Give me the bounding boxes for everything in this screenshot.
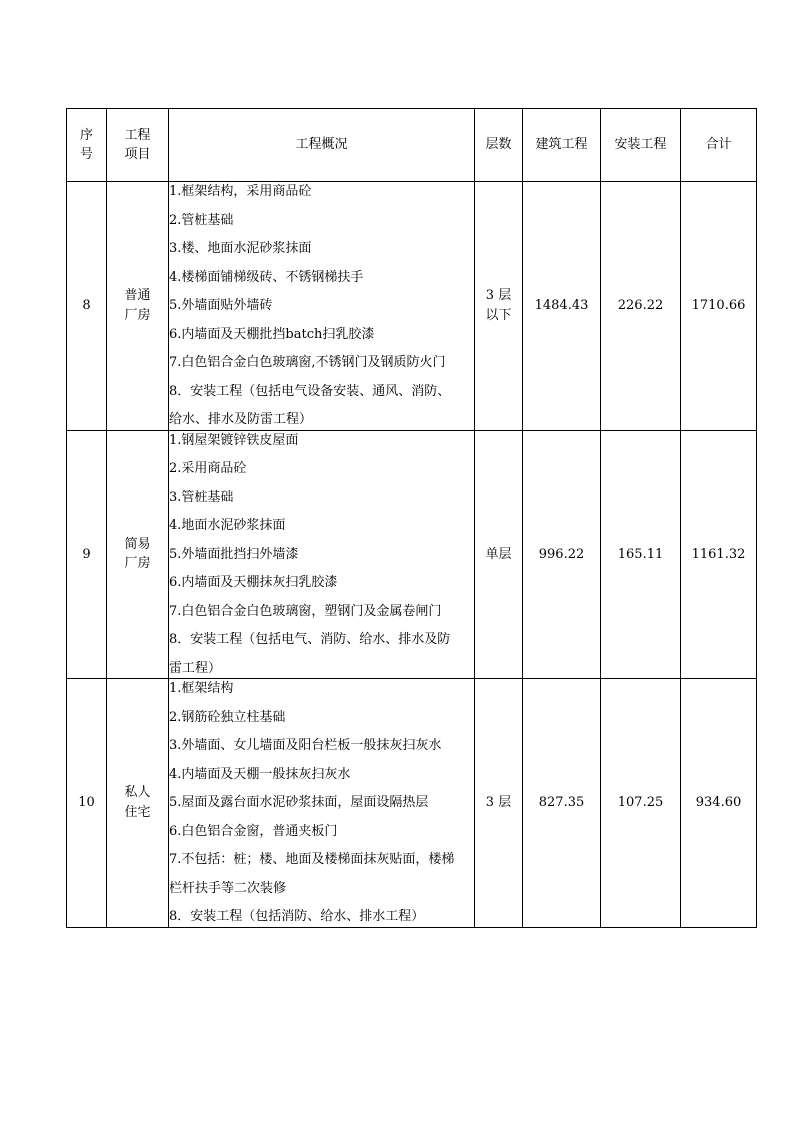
cell-seq: 8	[67, 182, 107, 431]
cell-project	[107, 430, 169, 679]
description-line: 4.地面水泥砂浆抹面	[169, 518, 286, 533]
description-line: 2.钢筋砼独立柱基础	[169, 709, 286, 725]
description-line: 5.外墙面批挡扫外墙漆	[169, 546, 299, 562]
cell-floors-line1: 3 层	[485, 795, 512, 810]
cell-installation-work: 165.11	[601, 430, 681, 679]
cell-installation-work: 226.22	[601, 182, 681, 431]
cell-building-work: 827.35	[523, 679, 601, 928]
engineering-cost-table	[66, 108, 757, 928]
description-line: 6.内墙面及天棚批挡batch扫乳胶漆	[169, 326, 375, 342]
cell-seq: 9	[67, 430, 107, 679]
description-line: 4.内墙面及天棚一般抹灰扫灰水	[169, 766, 351, 782]
header-project-line2: 项目	[124, 147, 151, 162]
header-cell-project	[107, 109, 169, 182]
cell-floors-line1: 单层	[485, 546, 512, 562]
header-seq-line2: 号	[79, 147, 93, 162]
header-cell-installation-work: 安装工程	[601, 109, 681, 182]
description-line: 3.管桩基础	[169, 489, 234, 505]
cell-total: 934.60	[681, 679, 757, 928]
description-line: 7.白色铝合金白色玻璃窗,不锈钢门及钢质防火门	[169, 355, 446, 370]
header-cell-description: 工程概况	[169, 109, 475, 182]
cell-total: 1710.66	[681, 182, 757, 431]
cell-project	[107, 182, 169, 431]
description-line: 3.外墙面、女儿墙面及阳台栏板一般抹灰扫灰水	[169, 738, 442, 753]
description-line: 4.楼梯面铺梯级砖、不锈钢梯扶手	[169, 269, 364, 285]
cell-installation-work: 107.25	[601, 679, 681, 928]
description-line: 1.框架结构	[169, 681, 234, 696]
description-line: 7.不包括：桩；楼、地面及楼梯面抹灰贴面，楼梯	[169, 852, 455, 867]
description-line: 6.内墙面及天棚抹灰扫乳胶漆	[169, 575, 338, 590]
description-line: 7.白色铝合金白色玻璃窗，塑钢门及金属卷闸门	[169, 603, 442, 619]
cell-floors	[475, 430, 523, 679]
description-line: 8．安装工程（包括电气、消防、给水、排水及防	[169, 632, 451, 647]
table-row	[67, 679, 757, 928]
cell-total: 1161.32	[681, 430, 757, 679]
description-line: 栏杆扶手等二次装修	[169, 880, 287, 896]
table-row	[67, 430, 757, 679]
description-line: 雷工程）	[169, 660, 222, 676]
cell-floors	[475, 182, 523, 431]
cell-project-line2: 住宅	[124, 804, 151, 820]
cell-building-work: 1484.43	[523, 182, 601, 431]
cell-project-line1: 私人	[124, 785, 151, 801]
header-cell-building-work: 建筑工程	[523, 109, 601, 182]
header-cell-floors: 层数	[475, 109, 523, 182]
cell-project-line2: 厂房	[124, 556, 151, 572]
description-line: 5.屋面及露台面水泥砂浆抹面，屋面设隔热层	[169, 795, 429, 810]
header-cell-total: 合计	[681, 109, 757, 182]
description-line: 1.框架结构，采用商品砼	[169, 184, 312, 199]
cell-description	[169, 679, 475, 928]
table-row	[67, 182, 757, 431]
cell-project-line1: 简易	[124, 536, 151, 552]
description-line: 3.楼、地面水泥砂浆抹面	[169, 241, 312, 256]
cell-description	[169, 182, 475, 431]
cell-floors-line2: 以下	[485, 307, 512, 323]
engineering-cost-table-container	[66, 108, 746, 928]
header-seq-line1: 序	[79, 127, 93, 143]
description-line: 给水、排水及防雷工程）	[169, 412, 313, 427]
cell-floors-line1: 3 层	[485, 288, 512, 304]
cell-project	[107, 679, 169, 928]
description-line: 2.采用商品砼	[169, 461, 247, 476]
description-line: 1.钢屋架镀锌铁皮屋面	[169, 432, 299, 448]
description-line: 2.管桩基础	[169, 212, 234, 228]
header-cell-seq	[67, 109, 107, 182]
cell-seq: 10	[67, 679, 107, 928]
header-project-line1: 工程	[124, 127, 151, 143]
cell-building-work: 996.22	[523, 430, 601, 679]
description-line: 8．安装工程（包括消防、给水、排水工程）	[169, 909, 425, 924]
cell-floors	[475, 679, 523, 928]
description-line: 6.白色铝合金窗，普通夹板门	[169, 823, 338, 839]
description-line: 5.外墙面贴外墙砖	[169, 298, 273, 313]
cell-project-line1: 普通	[124, 288, 151, 304]
table-header-row	[67, 109, 757, 182]
cell-project-line2: 厂房	[124, 307, 151, 323]
cell-description	[169, 430, 475, 679]
description-line: 8．安装工程（包括电气设备安装、通风、消防、	[169, 383, 451, 399]
